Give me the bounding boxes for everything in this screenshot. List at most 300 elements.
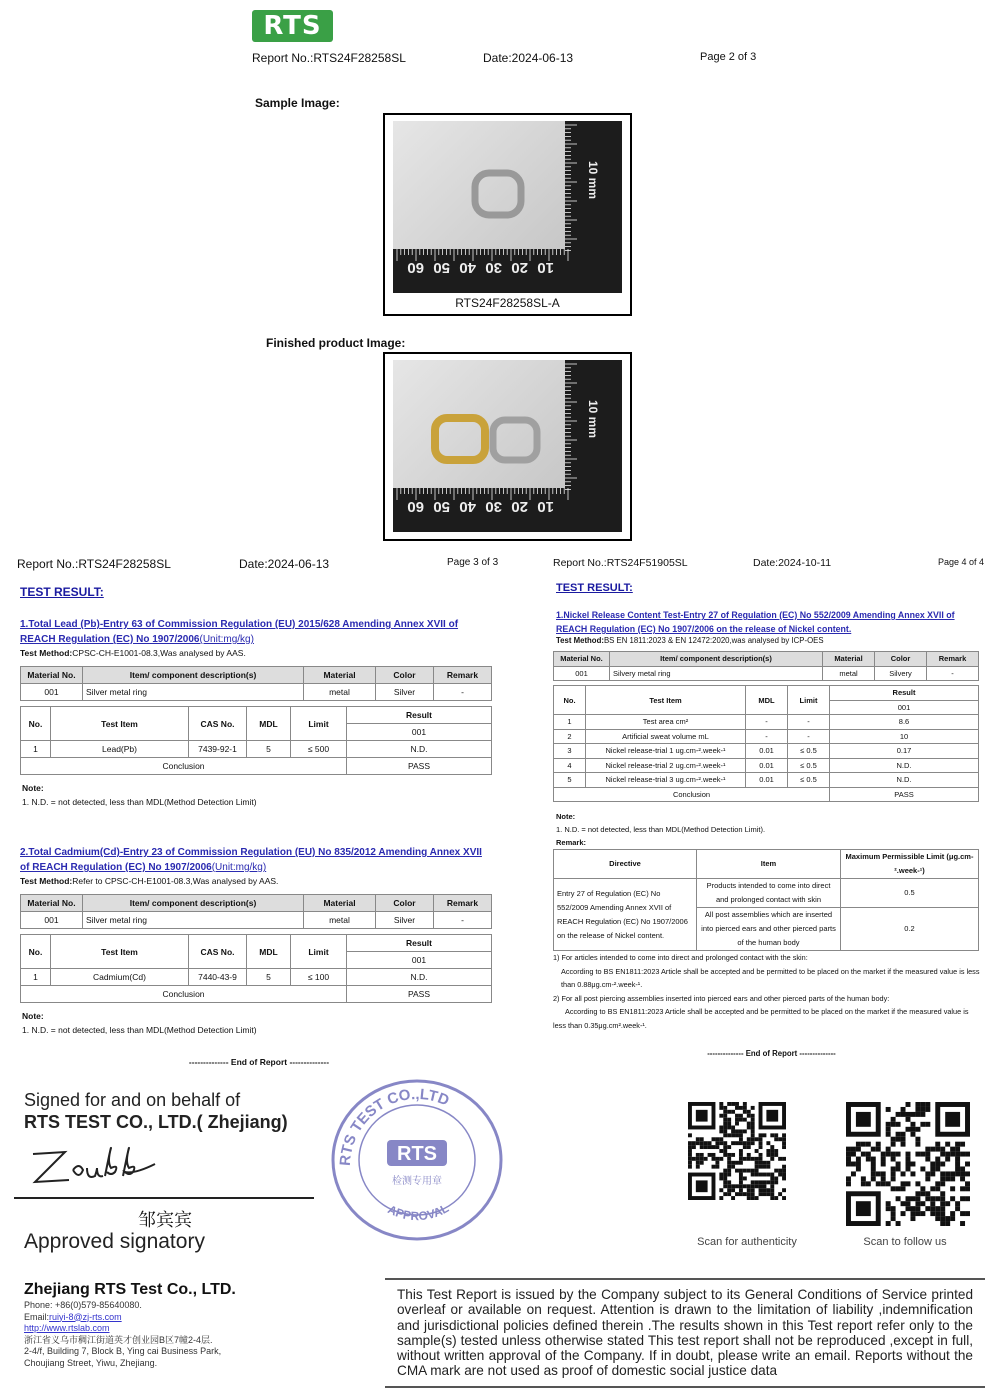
qr-module: [755, 1137, 759, 1141]
qr-module: [751, 1118, 755, 1122]
qr-module: [723, 1110, 727, 1114]
gold-ring: [435, 418, 485, 460]
qr-module: [688, 1165, 692, 1169]
qr-module: [935, 1142, 940, 1147]
approved-signatory: Approved signatory: [24, 1230, 205, 1253]
table-cell: N.D.: [347, 741, 492, 758]
qr-module: [940, 1206, 945, 1211]
qr-module: [965, 1186, 970, 1191]
table-cell: ≤ 0.5: [788, 744, 830, 759]
qr-module: [735, 1169, 739, 1173]
qr-module: [891, 1211, 896, 1216]
qr-module: [755, 1180, 759, 1184]
table-cell: metal: [304, 684, 376, 701]
ruler-vertical: [565, 360, 622, 532]
table-cell: Silver: [376, 912, 434, 929]
column-header: Material: [823, 652, 875, 667]
table-cell: 5: [247, 741, 291, 758]
qr-module: [925, 1191, 930, 1196]
qr-module: [901, 1137, 906, 1142]
qr-module: [896, 1186, 901, 1191]
qr-module: [751, 1141, 755, 1145]
qr-module: [751, 1192, 755, 1196]
remark-table: [553, 849, 979, 951]
qr-module: [925, 1122, 930, 1127]
website-link[interactable]: http://www.rtslab.com: [24, 1323, 110, 1333]
test-method-label: Test Method:: [20, 876, 73, 886]
qr-module: [731, 1129, 735, 1133]
qr-module: [891, 1157, 896, 1162]
qr-module: [940, 1176, 945, 1181]
table-cell: -: [927, 666, 979, 681]
qr-module: [891, 1117, 896, 1122]
qr-module: [886, 1132, 891, 1137]
qr-module: [955, 1206, 960, 1211]
company-email: [24, 1312, 221, 1324]
qr-module: [759, 1145, 763, 1149]
finished-photo: [383, 352, 632, 541]
conclusion-row: [21, 758, 492, 775]
qr-module: [910, 1216, 915, 1221]
qr-module: [743, 1192, 747, 1196]
qr-module: [743, 1102, 747, 1106]
column-header: Material No.: [554, 652, 610, 667]
qr-module: [751, 1180, 755, 1184]
qr-module: [950, 1147, 955, 1152]
qr-module: [960, 1196, 965, 1201]
ruler-label: 20: [511, 498, 528, 515]
table-row: [21, 741, 492, 758]
qr-module: [723, 1145, 727, 1149]
nickel-result-table: [553, 685, 979, 802]
qr-module: [920, 1107, 925, 1112]
qr-module: [906, 1162, 911, 1167]
column-header: Color: [376, 895, 434, 912]
ruler-label: 60: [407, 259, 424, 276]
qr-module: [747, 1196, 751, 1200]
qr-module: [906, 1196, 911, 1201]
qr-module: [696, 1141, 700, 1145]
qr-module: [743, 1184, 747, 1188]
qr-module: [719, 1176, 723, 1180]
svg-text:检测专用章: 检测专用章: [392, 1176, 442, 1187]
qr-module: [735, 1161, 739, 1165]
table-cell: ≤ 100: [291, 969, 347, 986]
qr-module: [935, 1157, 940, 1162]
remark-note: According to BS EN1811:2023 Article shall be accepted and be permitted to be placed on the market if the measured value is less than 0.88μg.cm-².week-¹.: [561, 966, 980, 990]
qr-module: [901, 1201, 906, 1206]
qr-module: [910, 1171, 915, 1176]
qr-module: [692, 1145, 696, 1149]
qr-module: [774, 1149, 778, 1153]
qr-module: [727, 1157, 731, 1161]
silver-ring: [475, 173, 521, 215]
qr-module: [723, 1129, 727, 1133]
qr-module: [715, 1137, 719, 1141]
qr-module: [759, 1180, 763, 1184]
qr-module: [770, 1145, 774, 1149]
qr-module: [896, 1166, 901, 1171]
qr-module: [747, 1188, 751, 1192]
qr-module: [915, 1181, 920, 1186]
qr-module: [735, 1114, 739, 1118]
qr-module: [719, 1129, 723, 1133]
note-text: 1. N.D. = not detected, less than MDL(Method Detection Limit).: [556, 825, 766, 834]
qr-finder-center: [856, 1112, 871, 1127]
table-cell: 001: [21, 684, 83, 701]
column-header: Result: [347, 707, 492, 724]
remark-notes: [553, 951, 983, 1033]
qr-module: [747, 1110, 751, 1114]
qr-module: [727, 1184, 731, 1188]
qr-module: [770, 1196, 774, 1200]
qr-module: [950, 1171, 955, 1176]
column-header: Result: [347, 935, 492, 952]
follow-label: Scan to follow us: [863, 1236, 947, 1248]
qr-module: [886, 1152, 891, 1157]
qr-module: [891, 1176, 896, 1181]
qr-module: [715, 1161, 719, 1165]
qr-module: [727, 1165, 731, 1169]
table-cell: -: [434, 684, 492, 701]
table-cell: 4: [554, 758, 586, 773]
signature-line: [14, 1197, 314, 1199]
qr-module: [770, 1188, 774, 1192]
sample-caption: RTS24F28258SL-A: [455, 296, 560, 310]
qr-module: [731, 1110, 735, 1114]
table-cell: -: [434, 912, 492, 929]
table-cell: 1: [21, 741, 51, 758]
qr-module: [945, 1221, 950, 1226]
table-cell: 1: [21, 969, 51, 986]
qr-module: [896, 1196, 901, 1201]
qr-module: [770, 1192, 774, 1196]
qr-module: [891, 1142, 896, 1147]
qr-module: [727, 1188, 731, 1192]
qr-module: [782, 1145, 786, 1149]
qr-module: [692, 1157, 696, 1161]
table-cell: Nickel release-trial 2 ug.cm-².week-¹: [586, 758, 746, 773]
qr-finder-center: [945, 1112, 960, 1127]
qr-module: [743, 1129, 747, 1133]
qr-module: [731, 1196, 735, 1200]
column-header: Material: [304, 667, 376, 684]
lead-section: [20, 617, 492, 809]
qr-module: [935, 1216, 940, 1221]
qr-module: [851, 1147, 856, 1152]
qr-module: [940, 1162, 945, 1167]
regulation-link[interactable]: [20, 617, 492, 647]
qr-module: [782, 1176, 786, 1180]
qr-module: [881, 1157, 886, 1162]
qr-module: [712, 1165, 716, 1169]
note: [20, 781, 492, 809]
qr-module: [906, 1157, 911, 1162]
qr-module: [876, 1171, 881, 1176]
table-cell: Silver metal ring: [83, 684, 304, 701]
remark-limit: 0.2: [841, 908, 979, 951]
qr-module: [920, 1186, 925, 1191]
qr-module: [755, 1161, 759, 1165]
qr-module: [910, 1132, 915, 1137]
qr-module: [766, 1173, 770, 1177]
qr-module: [925, 1107, 930, 1112]
qr-module: [846, 1157, 851, 1162]
handwritten-signature: [25, 1142, 175, 1192]
qr-module: [731, 1126, 735, 1130]
qr-module: [715, 1141, 719, 1145]
qr-module: [747, 1141, 751, 1145]
conclusion-value: PASS: [347, 986, 492, 1003]
ruler-vertical: [565, 121, 622, 293]
table-cell: N.D.: [830, 773, 979, 788]
qr-module: [755, 1157, 759, 1161]
qr-module: [751, 1106, 755, 1110]
qr-module: [896, 1137, 901, 1142]
nickel-regulation-link[interactable]: 1.Nickel Release Content Test-Entry 27 of Regulation (EC) No 552/2009 Amending Annex XVII of REACH Regulation (EC) No 1907/2006 on the release of Nickel content.: [556, 610, 955, 634]
qr-module: [739, 1149, 743, 1153]
qr-module: [751, 1133, 755, 1137]
page-number: Page 3 of 3: [447, 557, 499, 568]
qr-module: [940, 1211, 945, 1216]
sample-photo: [383, 113, 632, 316]
qr-module: [770, 1153, 774, 1157]
qr-module: [851, 1152, 856, 1157]
ruler-unit: 10 mm: [586, 161, 600, 200]
test-method-value: CPSC-CH-E1001-08.3,Was analysed by AAS.: [72, 648, 246, 658]
address-chinese: 浙江省义乌市稠江街道英才创业园B区7幢2-4层.: [24, 1334, 213, 1345]
qr-module: [778, 1192, 782, 1196]
qr-module: [774, 1176, 778, 1180]
table-cell: Nickel release-trial 1 ug.cm-².week-¹: [586, 744, 746, 759]
report-number: Report No.:RTS24F28258SL: [252, 51, 406, 65]
qr-module: [696, 1153, 700, 1157]
qr-module: [719, 1196, 723, 1200]
note: [20, 1009, 492, 1037]
remark-note: 2) For all post piercing assemblies inserted into pierced ears and other pierced parts of the human body:: [553, 993, 890, 1003]
report-date: Date:2024-06-13: [483, 51, 574, 65]
test-method-value: BS EN 1811:2023 & EN 12472:2020,was analysed by ICP-OES: [603, 636, 824, 645]
table-cell: ≤ 0.5: [788, 758, 830, 773]
qr-module: [766, 1188, 770, 1192]
table-cell: Nickel release-trial 3 ug.cm-².week-¹: [586, 773, 746, 788]
qr-module: [915, 1107, 920, 1112]
qr-module: [692, 1141, 696, 1145]
qr-module: [731, 1102, 735, 1106]
qr-module: [739, 1106, 743, 1110]
qr-module: [704, 1141, 708, 1145]
qr-module: [856, 1166, 861, 1171]
qr-module: [965, 1211, 970, 1216]
qr-module: [876, 1142, 881, 1147]
qr-module: [935, 1147, 940, 1152]
qr-module: [950, 1186, 955, 1191]
table-cell: ≤ 0.5: [788, 773, 830, 788]
qr-module: [940, 1171, 945, 1176]
column-header: Remark: [927, 652, 979, 667]
qr-module: [856, 1162, 861, 1167]
qr-module: [759, 1188, 763, 1192]
qr-module: [856, 1157, 861, 1162]
qr-module: [955, 1162, 960, 1167]
qr-module: [731, 1133, 735, 1137]
qr-module: [891, 1171, 896, 1176]
qr-module: [881, 1171, 886, 1176]
qr-module: [935, 1196, 940, 1201]
qr-module: [739, 1133, 743, 1137]
table-cell: 7440-43-9: [189, 969, 247, 986]
qr-module: [846, 1147, 851, 1152]
qr-module: [945, 1171, 950, 1176]
qr-module: [731, 1184, 735, 1188]
qr-module: [846, 1152, 851, 1157]
qr-module: [901, 1112, 906, 1117]
follow-us-qr-code[interactable]: [846, 1102, 970, 1226]
qr-module: [906, 1206, 911, 1211]
report-date: Date:2024-10-11: [753, 557, 832, 569]
qr-module: [774, 1137, 778, 1141]
qr-module: [751, 1126, 755, 1130]
qr-module: [751, 1184, 755, 1188]
qr-module: [945, 1142, 950, 1147]
qr-module: [731, 1153, 735, 1157]
qr-module: [891, 1206, 896, 1211]
qr-module: [906, 1152, 911, 1157]
table-row: [554, 758, 979, 773]
table-cell: 001: [21, 912, 83, 929]
qr-module: [940, 1181, 945, 1186]
qr-module: [782, 1157, 786, 1161]
test-method: [556, 636, 990, 645]
qr-module: [950, 1211, 955, 1216]
qr-module: [723, 1133, 727, 1137]
qr-module: [935, 1186, 940, 1191]
qr-module: [735, 1122, 739, 1126]
table-cell: 0.01: [746, 758, 788, 773]
column-header: Remark: [434, 667, 492, 684]
qr-module: [739, 1184, 743, 1188]
signed-on-behalf: Signed for and on behalf of: [24, 1090, 241, 1110]
table-row: [554, 715, 979, 730]
qr-module: [739, 1180, 743, 1184]
qr-module: [965, 1152, 970, 1157]
qr-module: [766, 1161, 770, 1165]
qr-module: [719, 1141, 723, 1145]
cadmium-section: [20, 845, 492, 1037]
regulation-link[interactable]: [20, 845, 492, 875]
qr-module: [920, 1152, 925, 1157]
column-header: Test Item: [51, 707, 189, 741]
qr-module: [906, 1127, 911, 1132]
qr-module: [719, 1106, 723, 1110]
ruler-label: 20: [511, 259, 528, 276]
qr-module: [747, 1114, 751, 1118]
qr-module: [901, 1186, 906, 1191]
table-cell: 1: [554, 715, 586, 730]
qr-module: [766, 1165, 770, 1169]
email-link[interactable]: ruiyi-8@zj-rts.com: [49, 1311, 122, 1322]
qr-module: [778, 1137, 782, 1141]
qr-module: [735, 1129, 739, 1133]
qr-module: [955, 1166, 960, 1171]
qr-module: [700, 1157, 704, 1161]
qr-module: [955, 1152, 960, 1157]
qr-module: [915, 1152, 920, 1157]
qr-module: [930, 1166, 935, 1171]
column-header: Item/ component description(s): [83, 895, 304, 912]
sample-column: 001: [347, 724, 492, 741]
qr-module: [866, 1152, 871, 1157]
qr-module: [751, 1173, 755, 1177]
qr-module: [925, 1152, 930, 1157]
qr-module: [876, 1181, 881, 1186]
qr-module: [935, 1181, 940, 1186]
qr-module: [950, 1216, 955, 1221]
qr-module: [955, 1171, 960, 1176]
qr-module: [759, 1173, 763, 1177]
qr-module: [960, 1152, 965, 1157]
ruler-with-rings-image: [393, 360, 622, 532]
qr-module: [743, 1169, 747, 1173]
qr-module: [762, 1173, 766, 1177]
qr-module: [925, 1206, 930, 1211]
qr-module: [747, 1145, 751, 1149]
signing-company: RTS TEST CO., LTD.( Zhejiang): [24, 1112, 288, 1132]
qr-module: [762, 1188, 766, 1192]
qr-module: [723, 1184, 727, 1188]
qr-module: [715, 1157, 719, 1161]
column-header: CAS No.: [189, 935, 247, 969]
qr-module: [700, 1137, 704, 1141]
qr-module: [896, 1162, 901, 1167]
qr-module: [731, 1188, 735, 1192]
result-table: [20, 934, 492, 1003]
qr-module: [723, 1118, 727, 1122]
table-cell: -: [746, 729, 788, 744]
qr-module: [940, 1201, 945, 1206]
unit: (Unit:mg/kg): [211, 862, 267, 873]
qr-module: [925, 1157, 930, 1162]
qr-module: [747, 1184, 751, 1188]
qr-module: [851, 1162, 856, 1167]
table-cell: 001: [554, 666, 610, 681]
qr-module: [712, 1153, 716, 1157]
qr-module: [886, 1221, 891, 1226]
note-label: Note:: [22, 783, 44, 793]
column-header: Remark: [434, 895, 492, 912]
qr-module: [910, 1162, 915, 1167]
qr-module: [930, 1162, 935, 1167]
qr-module: [755, 1169, 759, 1173]
qr-module: [950, 1176, 955, 1181]
conclusion-label: Conclusion: [21, 758, 347, 775]
authenticity-qr-code[interactable]: [688, 1102, 786, 1226]
table-cell: Silver metal ring: [83, 912, 304, 929]
silver-ring: [493, 420, 537, 460]
qr-module: [940, 1191, 945, 1196]
qr-module: [915, 1112, 920, 1117]
qr-module: [861, 1152, 866, 1157]
qr-module: [759, 1157, 763, 1161]
qr-module: [762, 1161, 766, 1165]
qr-module: [915, 1127, 920, 1132]
qr-module: [770, 1133, 774, 1137]
qr-module: [739, 1188, 743, 1192]
qr-module: [735, 1141, 739, 1145]
table-row: [554, 744, 979, 759]
qr-module: [960, 1176, 965, 1181]
qr-module: [960, 1166, 965, 1171]
